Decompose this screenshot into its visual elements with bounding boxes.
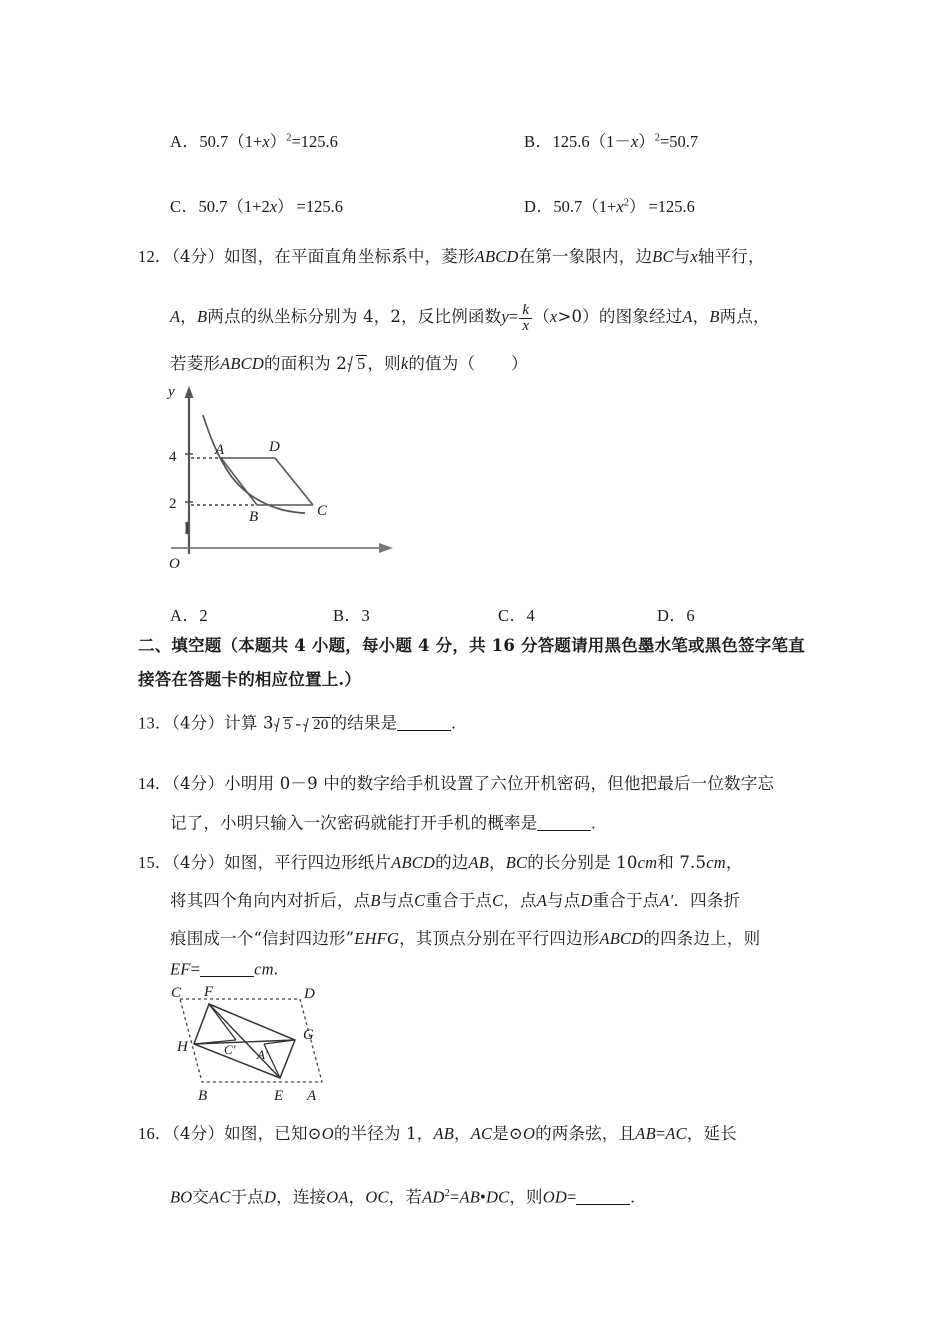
q16-line2-equals2: = (566, 1187, 577, 1207)
q13-minus-sign: - (295, 713, 302, 733)
x-axis-arrow (379, 543, 393, 553)
q16-points: （4分） (171, 1124, 225, 1143)
q12-line2-y: y (501, 307, 509, 327)
q11-choice-c-pre: 50.7（1+2 (198, 197, 270, 216)
q12-fraction-denominator: x (522, 318, 530, 335)
q16-line1-equals: = (655, 1124, 666, 1143)
q13-radical-sqrt20 (303, 717, 330, 733)
q16-line2-AC: AC (209, 1187, 231, 1207)
q11-choice-b[interactable] (524, 128, 698, 152)
q12-line2-A2: A (682, 307, 693, 327)
figure15-label-Aprime: A' (257, 1047, 268, 1062)
q12-line2-cond-x: x (549, 307, 558, 327)
q13-answer-blank[interactable] (397, 714, 451, 731)
q12-line2-cond-open: （ (533, 307, 550, 327)
q11-choice-a-pre: 50.7（1+ (199, 132, 263, 151)
q12-choice-c[interactable] (498, 602, 535, 626)
q12-choice-c-value: 4 (526, 606, 535, 625)
q15-line1-unit2: cm (706, 853, 726, 872)
q12-line-3 (170, 355, 528, 373)
q16-line1-AC: AC (470, 1124, 493, 1143)
q12-fraction-k-over-x (519, 303, 532, 335)
q16-line-2 (170, 1188, 635, 1206)
q12-line3-e: 的值为（ (408, 354, 476, 373)
q16-line2-AB: AB (459, 1187, 481, 1207)
q11-choice-d-pre: 50.7（1+ (553, 197, 617, 216)
q12-figure-coordinate-plane (165, 382, 415, 572)
q16-line2-f: ，连接 (276, 1187, 327, 1207)
q11-choice-d[interactable] (524, 193, 695, 217)
q15-line-2 (170, 893, 740, 910)
q15-line1-bc: BC (505, 853, 528, 872)
q14-line-2 (170, 814, 596, 832)
q11-choice-d-mid: ） (628, 197, 646, 216)
q11-choice-d-label: D． (524, 197, 554, 216)
q12-choice-b-value: 3 (361, 606, 370, 625)
q11-choice-c-mid: ） (277, 197, 294, 216)
q12-choice-d-value: 6 (686, 606, 695, 625)
tick-label-2: 2 (169, 496, 177, 512)
q15-line1-unit1: cm (637, 853, 658, 872)
q11-choice-a[interactable] (170, 128, 338, 152)
q15-line-3 (170, 931, 760, 948)
q16-line2-AD: AD (422, 1187, 445, 1207)
q12-line1-bc: BC (652, 247, 674, 266)
q16-line2-dot: • (480, 1187, 486, 1207)
q15-line1-k: ， (725, 853, 743, 872)
q15-number: 15． (138, 853, 172, 872)
q16-period: . (630, 1187, 635, 1207)
q12-line1-c: 在第一象限内，边 (518, 247, 653, 266)
q13-points: （4分） (171, 713, 225, 733)
q15-equals: = (190, 959, 201, 979)
q11-choice-d-post: =125.6 (648, 197, 695, 216)
q12-line3-k: k (400, 354, 409, 373)
point-label-B: B (249, 509, 259, 525)
q16-line2-j: ，若 (388, 1187, 423, 1207)
q16-number: 16． (138, 1124, 172, 1143)
q15-line2-A: A (536, 891, 548, 910)
q11-choice-a-label: A． (170, 132, 200, 151)
q15-line-1 (138, 855, 743, 872)
q13-text-a: 计算 3 (224, 713, 274, 733)
q14-points: （4分） (171, 774, 225, 793)
q15-answer-blank[interactable] (200, 960, 254, 977)
q15-line-4 (170, 960, 278, 978)
q12-radical-sqrt5 (347, 355, 367, 373)
q16-line1-AC2: AC (665, 1124, 687, 1143)
q16-line1-a: 如图，已知⊙ (224, 1124, 322, 1143)
q15-line2-C: C (414, 891, 426, 910)
q16-line2-D: D (264, 1187, 277, 1207)
q15-line2-B: B (370, 891, 381, 910)
q15-line2-Aprime: A′ (659, 891, 674, 910)
q15-line3-e: 的四条边上，则 (643, 929, 761, 948)
q14-number: 14． (138, 774, 172, 793)
q12-line3-d: ，则 (367, 354, 401, 373)
q11-choice-c[interactable] (170, 193, 343, 217)
q12-line2-B2: B (709, 307, 720, 327)
q12-number: 12． (138, 247, 172, 266)
q13-period: . (451, 713, 456, 733)
q12-line2-A: A (170, 307, 181, 327)
q12-line2-d: 两点的纵坐标分别为 4，2，反比例函数 (207, 307, 502, 327)
q12-line2-comma1: ， (180, 307, 197, 327)
q13-number: 13． (138, 713, 172, 733)
q12-choice-b[interactable] (333, 602, 370, 626)
q15-line2-c: 与点 (380, 891, 415, 910)
q12-choice-a-value: 2 (199, 606, 208, 625)
q12-line2-end: 的图象经过 (598, 307, 683, 327)
q12-line2-equals: = (508, 307, 519, 327)
q12-line1-abcd: ABCD (474, 247, 519, 266)
rhombus-side-BA (221, 458, 257, 505)
q16-line2-b: 交 (192, 1187, 210, 1207)
point-label-D: D (269, 439, 280, 455)
q11-choice-c-label: C． (170, 197, 199, 216)
section-2-heading-line-1: 二、填空题（本题共 4 小题，每小题 4 分，共 16 分答题请用黑色墨水笔或黑色签字笔直 (138, 636, 805, 655)
q15-ef-label: EF (170, 959, 191, 979)
q14-line1-text: 小明用 0－9 中的数字给手机设置了六位开机密码，但他把最后一位数字忘 (224, 774, 775, 793)
q12-choice-d[interactable] (657, 602, 695, 626)
q15-period: . (273, 959, 279, 979)
q11-choice-a-mid: ） (269, 132, 287, 151)
q12-line3-f: ） (511, 354, 528, 373)
q15-line2-D: D (580, 891, 593, 910)
q12-line3-a: 若菱形 (170, 354, 221, 373)
q15-line1-g: 的长分别是 10 (527, 853, 638, 872)
q12-line2-comma2: ， (692, 307, 710, 327)
q12-line1-g: 轴平行， (697, 247, 765, 266)
q15-line2-m: ．四条折 (673, 891, 741, 910)
q13-radicand-1: 5 (283, 716, 292, 733)
q16-line1-AB: AB (433, 1124, 455, 1143)
q14-period: . (591, 813, 596, 833)
q11-choice-b-exponent: 2 (654, 132, 660, 144)
q12-line-2 (170, 303, 770, 335)
q15-line3-a: 痕围成一个“信封四边形” (170, 929, 355, 948)
figure15-label-A: A (307, 1088, 317, 1104)
q12-points: （4分） (171, 247, 225, 266)
hyperbola-curve (203, 415, 305, 513)
q16-line1-comma: ， (454, 1124, 471, 1143)
q15-line3-ehfg: EHFG (354, 929, 400, 948)
q13-text-b: 的结果是 (330, 713, 398, 733)
q15-line2-k: 重合于点 (592, 891, 660, 910)
q12-line-1 (138, 249, 765, 266)
q15-figure-envelope-quadrilateral (152, 982, 347, 1104)
q11-choice-b-post: =50.7 (659, 132, 699, 151)
q12-fraction-numerator: k (519, 303, 532, 319)
q16-line2-DC: DC (486, 1187, 510, 1207)
q12-choice-a-label: A． (170, 606, 200, 625)
q13-radicand-2: 20 (313, 716, 329, 733)
q15-line3-c: ，其顶点分别在平行四边形 (399, 929, 600, 948)
q15-line2-a: 将其四个角向内对折后，点 (170, 891, 371, 910)
q16-line2-o: ，则 (509, 1187, 543, 1207)
point-label-A: A (215, 442, 225, 458)
q16-line2-OD: OD (542, 1187, 567, 1207)
q16-line2-d: 于点 (230, 1187, 264, 1207)
q15-line1-a: 如图，平行四边形纸片 (224, 853, 392, 872)
q15-line2-i: 与点 (547, 891, 581, 910)
q11-choice-d-exponent: 2 (623, 197, 629, 209)
outer-parallelogram-abcd (180, 999, 322, 1082)
q12-choice-c-label: C． (498, 606, 527, 625)
q16-answer-blank[interactable] (576, 1188, 630, 1205)
q15-line3-abcd: ABCD (599, 929, 644, 948)
q16-line2-OC: OC (365, 1187, 389, 1207)
section-2-heading-line-2: 接答在答题卡的相应位置上.） (138, 670, 362, 689)
q11-choice-b-pre: 125.6（1－ (552, 132, 631, 151)
rhombus-side-DC (275, 458, 313, 505)
q16-line2-BO: BO (170, 1187, 193, 1207)
q16-line1-O2: O (522, 1124, 536, 1143)
q11-choice-b-label: B． (524, 132, 553, 151)
q15-line2-e: 重合于点 (425, 891, 493, 910)
q15-line1-c: 的边 (435, 853, 469, 872)
q12-line2-cond-rest: >0） (557, 307, 599, 327)
q11-choice-c-post: =125.6 (296, 197, 343, 216)
q16-line2-equals: = (449, 1187, 460, 1207)
q16-line2-OA: OA (326, 1187, 349, 1207)
figure15-label-B: B (198, 1088, 208, 1104)
q15-line1-comma1: ， (489, 853, 506, 872)
figure15-label-Cprime: C' (224, 1042, 236, 1057)
q12-line3-c: 的面积为 2 (264, 354, 347, 373)
q13-radical-sqrt5 (274, 717, 294, 733)
q16-line1-c: 的半径为 1， (333, 1124, 434, 1143)
q16-line1-g: 是⊙ (492, 1124, 523, 1143)
q15-unit-cm: cm (254, 959, 274, 979)
q15-line2-Cprime: C (492, 891, 504, 910)
q15-points: （4分） (171, 853, 225, 872)
q11-choice-b-mid: ） (638, 132, 655, 151)
q11-choice-b-var: x (630, 132, 639, 151)
q14-line2-text: 记了，小明只输入一次密码就能打开手机的概率是 (170, 813, 538, 833)
q12-line1-a: 如图，在平面直角坐标系中，菱形 (224, 247, 475, 266)
q12-line1-e: 与 (673, 247, 691, 266)
q11-choice-c-var: x (269, 197, 278, 216)
q15-line2-g: ，点 (503, 891, 537, 910)
q16-line1-i: 的两条弦，且 (535, 1124, 636, 1143)
q13-line-1 (138, 714, 456, 733)
origin-label: O (169, 556, 180, 572)
y-axis-label: y (168, 384, 175, 400)
figure15-label-G: G (303, 1027, 314, 1043)
q12-line1-x: x (690, 247, 698, 266)
q12-radicand: 5 (356, 354, 366, 373)
q16-line2-h: ， (348, 1187, 366, 1207)
figure15-label-D: D (304, 986, 315, 1002)
figure15-label-H: H (177, 1039, 188, 1055)
q16-line1-AB2: AB (635, 1124, 656, 1143)
q16-line1-m: ，延长 (686, 1124, 737, 1143)
y-axis-arrow (185, 386, 194, 398)
q16-line-1 (138, 1126, 737, 1143)
q12-choice-b-label: B． (333, 606, 362, 625)
figure15-label-E: E (274, 1088, 284, 1104)
tick-label-4: 4 (169, 449, 177, 465)
q12-choice-d-label: D． (657, 606, 687, 625)
q11-choice-a-post: =125.6 (291, 132, 338, 151)
q12-choice-a[interactable] (170, 602, 208, 626)
q15-line1-i: 和 7.5 (657, 853, 707, 872)
q12-line3-abcd: ABCD (220, 354, 264, 373)
figure15-label-C: C (171, 985, 182, 1001)
q14-answer-blank[interactable] (537, 814, 591, 831)
q16-line2-exponent: 2 (444, 1188, 450, 1200)
q12-line2-tail: 两点， (719, 307, 770, 327)
q11-choice-a-var: x (262, 132, 270, 151)
q15-line1-ab: AB (468, 853, 490, 872)
point-label-C: C (317, 503, 328, 519)
figure15-label-F: F (204, 984, 214, 1000)
q11-choice-d-var: x (616, 197, 624, 216)
q16-line1-O: O (321, 1124, 334, 1143)
q15-line1-abcd: ABCD (391, 853, 436, 872)
q14-line-1 (138, 776, 774, 793)
q11-choice-a-exponent: 2 (286, 132, 292, 144)
q12-line2-B: B (196, 307, 208, 327)
